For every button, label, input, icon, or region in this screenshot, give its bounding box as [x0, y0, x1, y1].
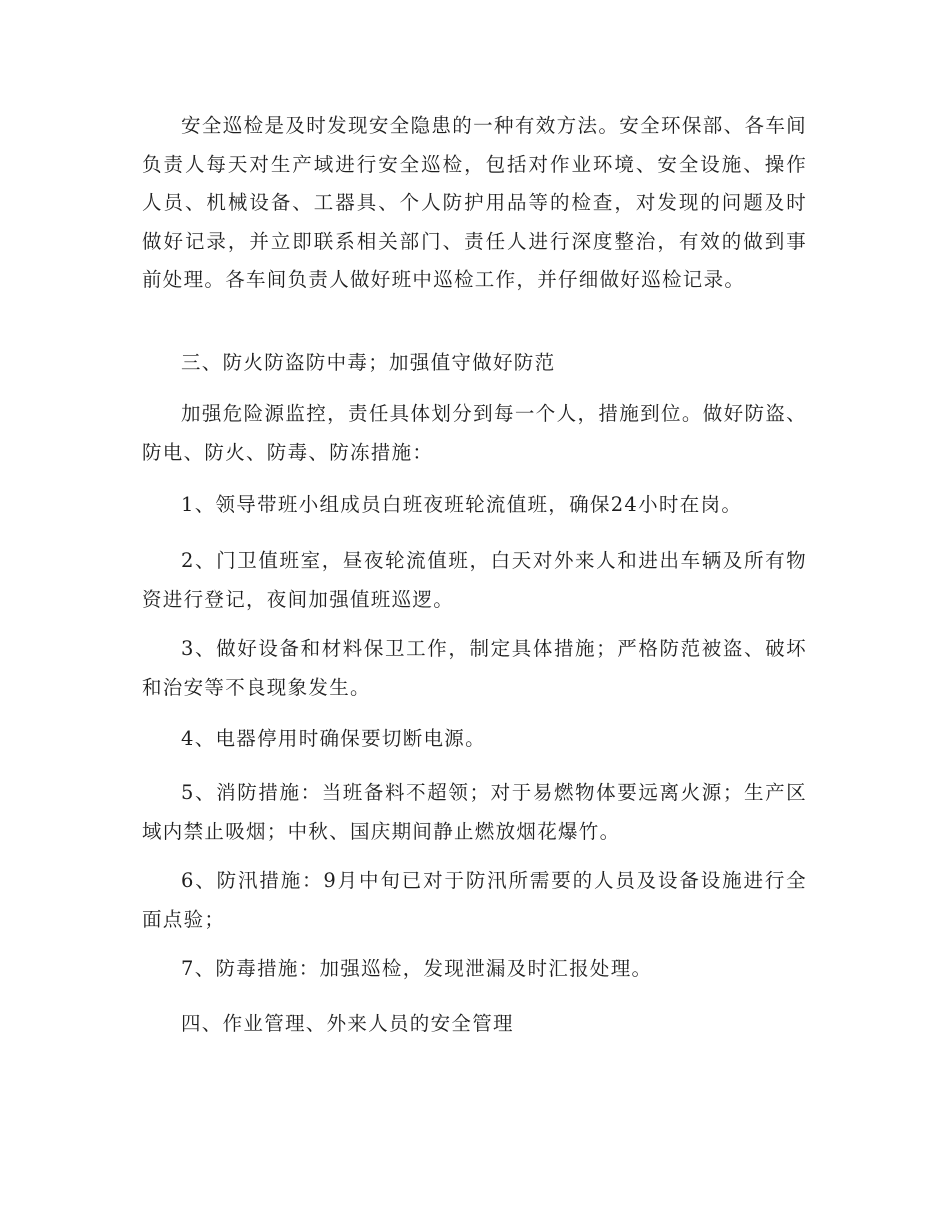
- section-heading-work-management: 四、作业管理、外来人员的安全管理: [181, 1012, 514, 1035]
- paragraph-hazard-monitoring: 加强危险源监控，责任具体划分到每一个人，措施到位。做好防盗、防电、防火、防毒、防冻措施：: [142, 402, 807, 464]
- list-item-1: 1、领导带班小组成员白班夜班轮流值班，确保24小时在岗。: [181, 493, 743, 516]
- list-item-6: 6、防汛措施：9月中旬已对于防汛所需要的人员及设备设施进行全面点验；: [142, 869, 807, 931]
- list-item-4: 4、电器停用时确保要切断电源。: [181, 727, 486, 750]
- list-item-3: 3、做好设备和材料保卫工作，制定具体措施；严格防范被盗、破坏和治安等不良现象发生。: [142, 637, 807, 699]
- paragraph-safety-inspection: 安全巡检是及时发现安全隐患的一种有效方法。安全环保部、各车间负责人每天对生产域进行安全巡检，包括对作业环境、安全设施、操作人员、机械设备、工器具、个人防护用品等的检查，对发现的问题及时做好记录，并立即联系相关部门、责任人进行深度整治，有效的做到事前处理。各车间负责人做好班中巡检工作，并仔细做好巡检记录。: [142, 114, 807, 291]
- section-heading-fire-theft-poison: 三、防火防盗防中毒；加强值守做好防范: [181, 351, 556, 374]
- list-item-5: 5、消防措施：当班备料不超领；对于易燃物体要远离火源；生产区域内禁止吸烟；中秋、国庆期间静止燃放烟花爆竹。: [142, 781, 807, 843]
- list-item-7: 7、防毒措施：加强巡检，发现泄漏及时汇报处理。: [181, 957, 653, 980]
- list-item-2: 2、门卫值班室，昼夜轮流值班，白天对外来人和进出车辆及所有物资进行登记，夜间加强值班巡逻。: [142, 549, 807, 611]
